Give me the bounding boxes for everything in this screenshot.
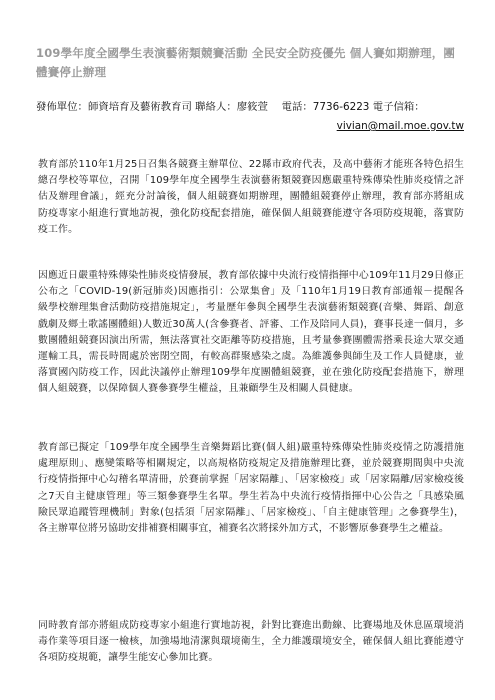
phone-label: 電話： [281,101,313,113]
email-address[interactable]: vivian@mail.moe.gov.tw [336,120,464,132]
phone-number: 7736-6223 [312,101,370,113]
email-label: 電子信箱： [372,101,425,113]
issuer-row [36,98,466,117]
issuer-info [36,98,466,136]
paragraph-4: 同時教育部亦將組成防疫專家小組進行實地訪視，針對比賽進出動線、比賽場地及休息區環境消毒作業等項目逐一檢核，加強場地清潔與環境衛生，全力維護環境安全，確保個人組比賽能遵守各項防疫規範，讓學生能安心參加比賽。 [38,620,464,664]
paragraph-2: 因應近日嚴重特殊傳染性肺炎疫情發展，教育部依據中央流行疫情指揮中心109年11月29日修正公布之「COVID-19(新冠肺炎)因應指引：公眾集會」及「110年1月19日教育部通報－提醒各級學校辦理集會活動防疫措施規定」，考量歷年參與全國學生表演藝術類競賽(音樂、舞蹈、創意戲劇及鄉土歌謠團體組)人數近30萬人(含參賽者、評審、工作及陪同人員)，賽事長達一個月，多數團體組競賽因演出所需，無法落實社交距離等防疫措施，且考量參賽團體需搭乘長途大眾交通運輸工具，需長時間處於密閉空間，有較高群聚感染之虞。為維護參與師生及工作人員健康，並落實國內防疫工作，因此決議停止辦理109學年度團體組競賽，並在強化防疫配套措施下，辦理個人組競賽，以保障個人賽參賽學生權益，且兼顧學生及相關人員健康。 [38,270,464,395]
email-row [36,117,464,136]
issuer-name: 師資培育及藝術教育司 [87,101,192,113]
paragraph-1: 教育部於110年1月25日召集各競賽主辦單位、22縣市政府代表，及高中藝術才能班各特色招生總召學校等單位，召開「109學年度全國學生表演藝術類競賽因應嚴重特殊傳染性肺炎疫情之評估及辦理會議」，經充分討論後，個人組競賽如期辦理，團體組競賽停止辦理，教育部亦將組成防疫專家小組進行實地訪視，強化防疫配套措施，確保個人組競賽能遵守各項防疫規範，落實防疫工作。 [38,159,464,235]
page-title: 109學年度全國學生表演藝術類競賽活動 全民安全防疫優先 個人賽如期辦理，團體賽停止辦理 [36,46,456,79]
paragraph-3: 教育部已擬定「109學年度全國學生音樂舞蹈比賽(個人組)嚴重特殊傳染性肺炎疫情之防護措施處理原則」、應變策略等相關規定，以高規格防疫規定及措施辦理比賽，並於競賽期間與中央流行疫情指揮中心勾稽名單清冊，於賽前掌握「居家隔離」、「居家檢疫」或「居家隔離/居家檢疫後之7天自主健康管理」等三類參賽學生名單。學生若為中央流行疫情指揮中心公告之「具感染風險民眾追蹤管理機制」對象(包括須「居家隔離」、「居家檢疫」、「自主健康管理」之參賽學生)，各主辦單位將另協助安排補賽相關事宜，補賽名次將採外加方式，不影響原參賽學生之權益。 [38,442,464,535]
contact-name: 廖筱萱 [236,101,268,113]
issuer-label: 發佈單位： [36,101,88,113]
contact-label: 聯絡人： [195,101,237,113]
